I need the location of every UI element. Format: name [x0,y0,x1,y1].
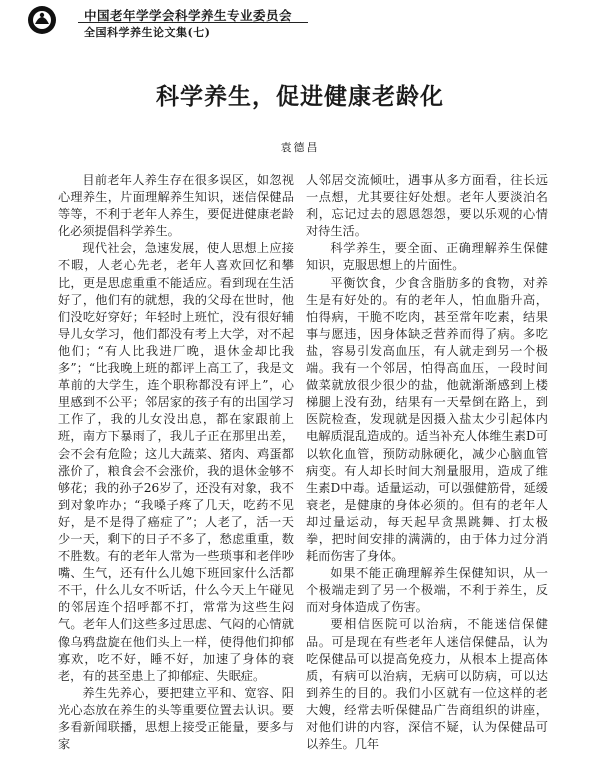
header-society-name: 中国老年学学会科学养生专业委员会 [84,8,293,23]
paragraph: 要相信医院可以治病，不能迷信保健品。可是现在有些老年人迷信保健品，认为吃保健品可以提高免疫力，从根本上提高体质，有病可以治病，无病可以防病，可以达到养生的目的。我们小区就有一位这样的老大嫂，经常去听保健品广告商组织的讲座，对他们讲的内容，深信不疑，认为保健品可以养生。几年 [306,617,548,752]
right-column [306,172,548,762]
paragraph: 科学养生，要全面、正确理解养生保健知识，克服思想上的片面性。 [306,241,548,273]
article-author: 袁德昌 [280,141,320,154]
header-divider [78,22,308,23]
paragraph: 养生先养心，要把建立平和、宽容、阳光心态放在养生的头等重要位置去认识。要多看新闻联播，思想上接受正能量，要多与家 [58,685,294,752]
paragraph: 如果不能正确理解养生保健知识，从一个极端走到了另一个极端，不利于养生，反而对身体造成了伤害。 [306,566,548,615]
page-header [26,4,586,40]
paragraph: 人邻居交流倾吐，遇事从多方面看，往长远一点想，尤其要往好处想。老年人要淡泊名利，忘记过去的恩恩怨怨，要以乐观的心情对待生活。 [306,173,548,239]
article-title: 科学养生，促进健康老龄化 [156,83,444,110]
paragraph: 目前老年人养生存在很多误区，如忽视心理养生，片面理解养生知识，迷信保健品等等，不利于老年人养生，要促进健康老龄化必须提倡科学养生。 [58,173,294,239]
header-collection-name: 全国科学养生论文集(七) [84,26,211,39]
left-column [58,172,294,762]
society-logo-icon [26,4,58,36]
paragraph: 现代社会，急速发展，使人思想上应接不暇，人老心先老，老年人喜欢回忆和攀比，更是思虑重重不能适应。看到现在生活好了，他们有的就想，我的父母在世时，他们没吃好穿好；年轻时上班忙，没有很好辅导儿女学习，他们都没有考上大学，对不起他们；“有人比我进厂晚，退休金却比我多”；“比我晚上班的都评上高工了，我是文革前的大学生，连个职称都没有评上”，心里感到不公平；邻居家的孩子有的出国学习工作了，我的儿女没出息，都在家跟前上班，南方下暴雨了，我儿子正在那里出差，会不会有危险；这儿大蔬菜、猪肉、鸡蛋都涨价了，粮食会不会涨价，我的退休金够不够花；我的孙子26岁了，还没有对象，我不到对象咋办；“我嗓子疼了几天，吃药不见好，是不是得了癌症了”；人老了，活一天少一天，剩下的日子不多了，愁虑重重，数不胜数。有的老年人常为一些琐事和老伴吵嘴、生气，还有什么儿媳下班回家什么活都不干，什么儿女不听话，什么今天上午碰见的邻居连个招呼都不打，常常为这些生闷气。老年人们这些多过思虑、气闷的心情就像乌鸦盘旋在他们头上一样，使得他们抑郁寡欢，吃不好，睡不好，加速了身体的衰老，有的甚至患上了抑郁症、失眠症。 [58,241,294,683]
paragraph: 平衡饮食，少食含脂肪多的食物，对养生是有好处的。有的老年人，怕血脂升高，怕得病，干脆不吃肉，甚至常年吃素，结果事与愿违，因身体缺乏营养而得了病。多吃盐，容易引发高血压，有人就走到另一个极端。我有一个邻居，怕得高血压，一段时间做菜就放很少很少的盐，他就渐渐感到上楼梯腿上没有劲，结果有一天晕倒在路上，到医院检查，发现就是因摄入盐太少引起体内电解质混乱造成的。适当补充人体维生素D可以软化血管，预防动脉硬化，减少心脑血管病变。有人却长时间大剂量服用，造成了维生素D中毒。适量运动，可以强健筋骨，延缓衰老，是健康的身体必须的。但有的老年人却过量运动，每天起早贪黑跳舞、打太极拳，把时间安排的满满的，由于体力过分消耗而伤害了身体。 [306,275,548,564]
